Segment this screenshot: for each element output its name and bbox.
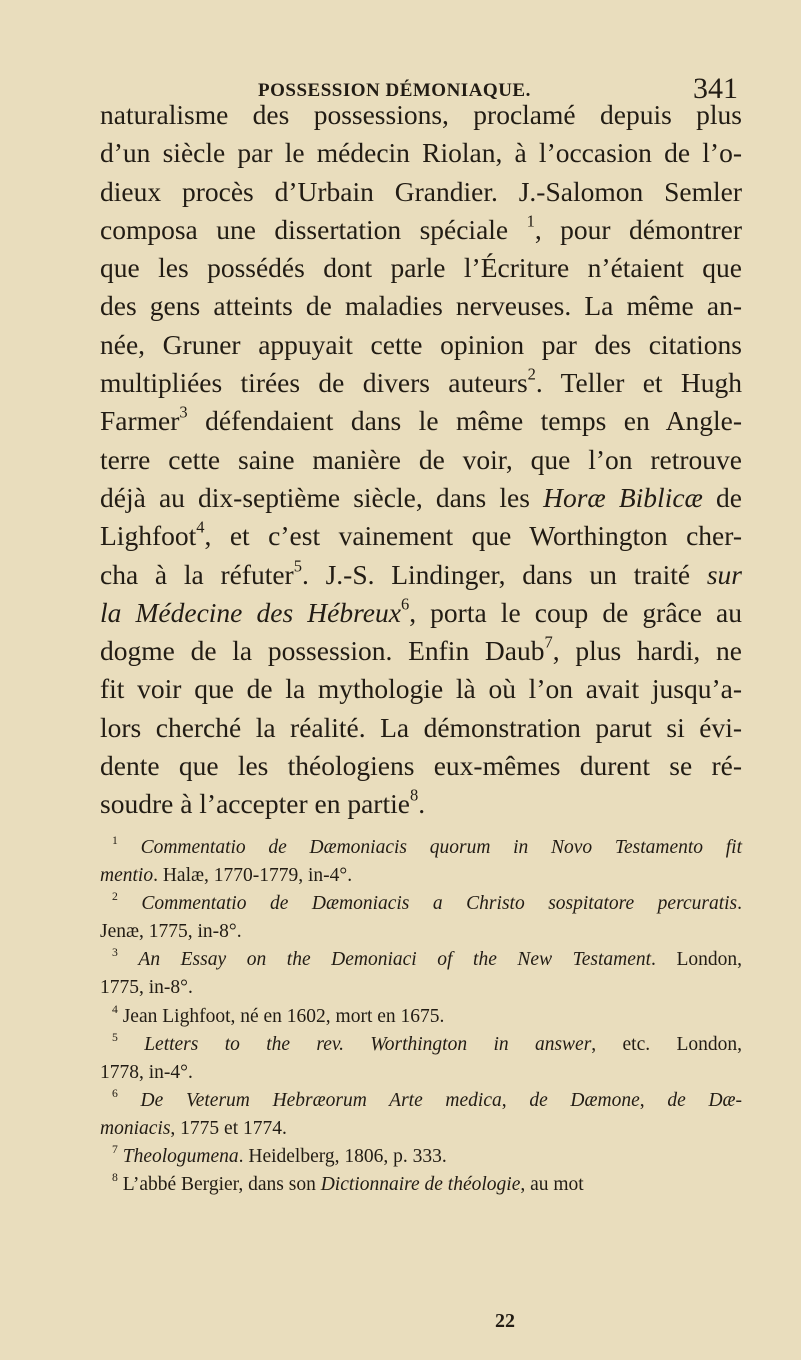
italic-text: la Médecine des Hébreux <box>100 596 401 628</box>
text-segment: , 1775 et 1774. <box>170 1117 287 1139</box>
text-segment: de <box>702 481 742 513</box>
footnote-ref: 6 <box>112 1087 118 1101</box>
text-segment: , au mot <box>520 1174 584 1196</box>
italic-text: sur <box>706 558 742 590</box>
italic-text: De Veterum Hebræorum Arte medica <box>140 1089 502 1111</box>
text-segment: . Teller et Hugh <box>535 367 742 399</box>
text-line <box>100 747 742 785</box>
text-segment: Jean Lighfoot, né en 1602, mort en 1675. <box>117 1005 445 1027</box>
text-line <box>100 479 742 517</box>
footnote-ref: 1 <box>526 211 535 231</box>
page-number: 341 <box>693 72 738 105</box>
text-segment: née, Gruner appuyait cette opinion par des citations <box>100 328 742 360</box>
text-segment: . London, <box>651 949 742 971</box>
text-segment: des gens atteints de maladies nerveuses. La même an- <box>100 290 742 322</box>
text-line <box>100 173 742 211</box>
italic-text: mentio <box>100 865 154 887</box>
text-segment: d’un siècle par le médecin Riolan, à l’occasion de l’o- <box>100 137 742 169</box>
italic-text: Horæ Biblicæ <box>543 481 703 513</box>
text-segment: multipliées tirées de divers auteurs <box>100 367 528 399</box>
text-segment: . J.-S. Lindinger, dans un traité <box>301 558 707 590</box>
text-segment: , <box>639 1089 668 1111</box>
text-line <box>100 134 742 172</box>
text-segment: . <box>737 893 742 915</box>
text-segment <box>118 949 139 970</box>
footnote-line <box>100 1059 742 1087</box>
text-line <box>100 709 742 747</box>
signature-mark: 22 <box>495 1310 515 1332</box>
text-line <box>100 785 742 823</box>
text-segment: 1778, in-4°. <box>100 1061 193 1083</box>
text-segment: dente que les théologiens eux-mêmes durent se ré- <box>100 750 742 782</box>
text-segment: , etc. London, <box>591 1033 742 1055</box>
text-segment: dogme de la possession. Enfin Daub <box>100 635 545 667</box>
text-line <box>100 402 742 440</box>
footnote-ref: 7 <box>112 1143 118 1157</box>
footnote-line <box>100 1003 742 1031</box>
body-text <box>100 96 742 824</box>
text-line <box>100 517 742 555</box>
text-segment: terre cette saine manière de voir, que l’on retrouve <box>100 443 742 475</box>
footnote-line <box>100 834 742 862</box>
running-title: POSSESSION DÉMONIAQUE. <box>258 80 531 101</box>
footnote-ref: 3 <box>112 946 118 960</box>
footnote-line <box>100 862 742 890</box>
text-line <box>100 287 742 325</box>
italic-text: Commentatio de Dæmoniacis quorum in Novo Testamento fit <box>140 837 743 858</box>
text-line <box>100 632 742 670</box>
text-segment: , plus hardi, ne <box>552 635 742 667</box>
footnote-ref: 7 <box>544 632 553 652</box>
italic-text: Dictionnaire de théologie <box>320 1174 521 1196</box>
text-line <box>100 594 742 632</box>
text-segment <box>118 1034 144 1055</box>
text-segment: 1775, in-8°. <box>100 977 193 999</box>
text-segment: Farmer <box>100 405 180 437</box>
text-segment: naturalisme des possessions, proclamé depuis plus <box>100 99 742 130</box>
footnote-ref: 2 <box>527 364 536 384</box>
italic-text: moniacis <box>100 1117 171 1139</box>
text-segment: , et c’est vainement que Worthington cher- <box>204 520 742 552</box>
text-segment: défendaient dans le même temps en Angle- <box>187 405 742 437</box>
footnote-line <box>100 974 742 1002</box>
footnote-ref: 3 <box>179 403 188 422</box>
text-segment: . Halæ, 1770-1779, in-4°. <box>153 865 353 887</box>
text-segment: dieux procès d’Urbain Grandier. J.-Salomon Semler <box>100 175 742 207</box>
text-segment: . Heidelberg, 1806, p. 333. <box>238 1146 447 1168</box>
text-line <box>100 670 742 708</box>
italic-text: Commentatio de Dæmoniacis a Christo sospitatore percuratis <box>141 893 738 915</box>
text-line <box>100 441 742 479</box>
footnote-ref: 8 <box>112 1171 118 1185</box>
text-line <box>100 211 742 249</box>
italic-text: de Dæmone <box>529 1089 640 1111</box>
footnote-ref: 5 <box>112 1030 118 1044</box>
text-segment: que les possédés dont parle l’Écriture n’étaient que <box>100 252 742 284</box>
text-segment: cha à la réfuter <box>100 558 294 590</box>
footnote-line <box>100 890 742 918</box>
text-segment: L’abbé Bergier, dans son <box>117 1174 321 1196</box>
text-line <box>100 249 742 287</box>
text-line <box>100 96 742 134</box>
footnote-line <box>100 1087 742 1115</box>
footnote-ref: 4 <box>112 1002 118 1016</box>
text-segment: fit voir que de la mythologie là où l’on avait jusqu’a- <box>100 673 742 705</box>
text-segment <box>118 837 141 858</box>
footnote-ref: 2 <box>112 890 118 904</box>
italic-text: de Dæ- <box>667 1089 743 1111</box>
italic-text: An Essay on the Demoniaci of the New Testament <box>138 949 652 971</box>
text-segment: composa une dissertation spéciale <box>100 213 527 245</box>
footnote-ref: 1 <box>112 834 118 848</box>
footnotes <box>100 834 742 1199</box>
text-segment <box>118 893 142 914</box>
italic-text: Letters to the rev. Worthington in answer <box>144 1033 592 1055</box>
footnote-line <box>100 918 742 946</box>
footnote-ref: 5 <box>293 556 302 576</box>
text-line <box>100 364 742 402</box>
footnote-ref: 8 <box>409 785 419 805</box>
footnote-line <box>100 946 742 974</box>
text-segment: , porta le coup de grâce au <box>409 596 743 628</box>
footnote-ref: 6 <box>400 594 410 614</box>
footnote-line <box>100 1031 742 1059</box>
text-line <box>100 556 742 594</box>
text-line <box>100 326 742 364</box>
footnote-line <box>100 1143 742 1171</box>
text-segment: déjà au dix-septième siècle, dans les <box>100 481 544 513</box>
italic-text: Theologumena <box>122 1146 239 1168</box>
text-segment: Lighfoot <box>100 520 197 552</box>
footnote-line <box>100 1115 742 1143</box>
text-segment: Jenæ, 1775, in-8°. <box>100 921 242 943</box>
text-segment <box>118 1090 141 1111</box>
footnote-line <box>100 1171 742 1199</box>
text-segment: , <box>501 1089 530 1111</box>
footnote-ref: 4 <box>196 517 205 537</box>
text-segment: , pour démontrer <box>534 213 742 245</box>
text-segment: . <box>418 788 426 820</box>
text-segment: lors cherché la réalité. La démonstration parut si évi- <box>100 711 742 743</box>
text-segment: soudre à l’accepter en partie <box>100 788 410 820</box>
